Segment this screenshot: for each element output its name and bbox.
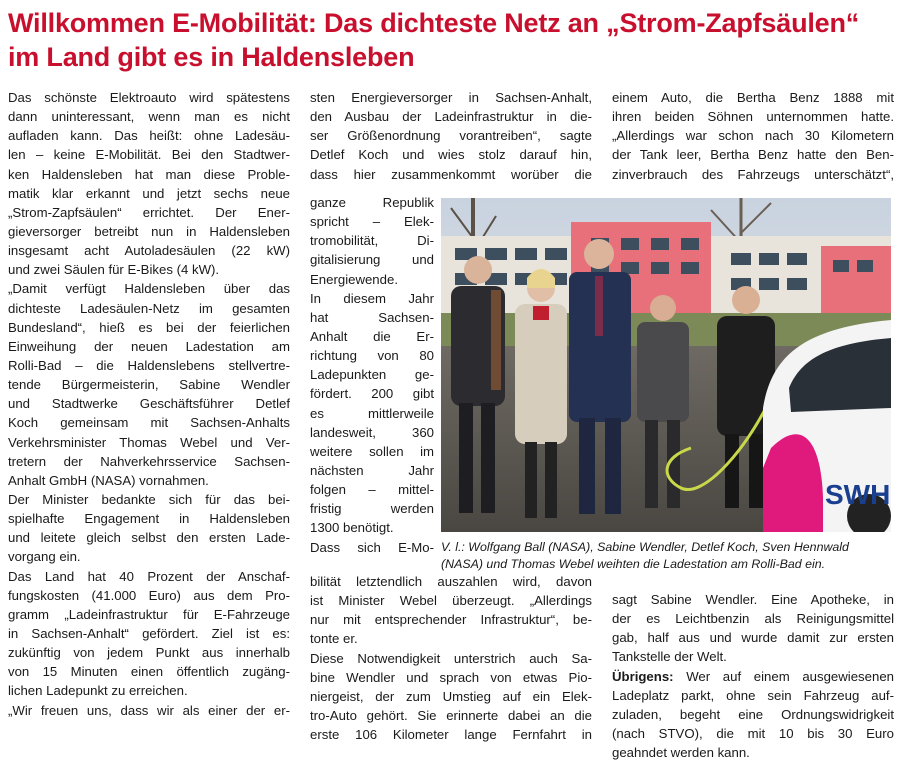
text-line: ihren beiden Söhnen unternommen hatte. bbox=[612, 109, 894, 125]
text-line: Diese Notwendigkeit unterstrich auch Sa- bbox=[310, 650, 592, 666]
text-line: zuladen, begeht eine Ordnungswidrigkeit bbox=[612, 706, 894, 722]
text-line: Anhalt GmbH (NASA) vornahmen. bbox=[8, 472, 209, 488]
headline-line-1: Willkommen E-Mobilität: Das dichteste Netz an „Strom-Zapfsäulen“ bbox=[8, 8, 860, 38]
text-line: tretern der Nahverkehrsservice Sachsen- bbox=[8, 453, 290, 469]
text-line bbox=[612, 667, 894, 686]
text-line: „Strom-Zapfsäulen“ errichtet. Der Ener- bbox=[8, 204, 290, 220]
caption-line-2: (NASA) und Thomas Webel weihten die Ladestation am Rolli-Bad ein. bbox=[441, 557, 826, 571]
text-line: Ladeplatz parkt, ohne sein Fahrzeug auf- bbox=[612, 687, 894, 703]
text-line: Koch gemeinsam mit Sachsen-Anhalts bbox=[8, 415, 290, 431]
text-line: 1300 benötigt. bbox=[310, 520, 394, 536]
text-line: Detlef Koch und wies stolz darauf hin, bbox=[310, 147, 592, 163]
uebrigens-rest: Wer auf einem ausgewiesenen bbox=[673, 668, 894, 684]
text-line: fristig werden bbox=[310, 501, 434, 517]
text-line: Anhalt die Er- bbox=[310, 328, 434, 344]
text-line: gramm „Ladeinfrastruktur für E-Fahrzeuge bbox=[8, 606, 290, 622]
text-line: fungskosten (41.000 Euro) aus dem Pro- bbox=[8, 587, 290, 603]
text-line: von 15 Minuten einen öffentlich zugäng- bbox=[8, 664, 290, 680]
text-line: Tankstelle der Welt. bbox=[612, 649, 727, 665]
text-line: geahndet werden kann. bbox=[612, 745, 750, 761]
text-line: Ladepunkten ge- bbox=[310, 367, 434, 383]
text-line: einem Auto, die Bertha Benz 1888 mit bbox=[612, 90, 894, 105]
text-line: in Sachsen-Anhalt“ gefördert. Ziel ist es: bbox=[8, 625, 290, 641]
text-line: und leitete gleich selbst den ersten Lade- bbox=[8, 530, 290, 546]
text-line: und zwei Säulen für E-Bikes (4 kW). bbox=[8, 262, 220, 278]
text-line: spielhafte Engagement in Haldensleben bbox=[8, 511, 290, 527]
text-line: ganze Republik bbox=[310, 195, 434, 210]
column-3-top bbox=[612, 88, 894, 184]
text-line: Der Minister bedankte sich für das bei- bbox=[8, 491, 290, 507]
text-line: lichen Ladepunkt zu erreichen. bbox=[8, 683, 188, 699]
text-line: zukünftig von jedem Punkt aus innerhalb bbox=[8, 645, 290, 661]
article-photo bbox=[441, 198, 891, 532]
text-line: (nach STVO), die mit 10 bis 30 Euro bbox=[612, 725, 894, 741]
text-line: zinverbrauch des Fahrzeugs unterschätzt“, bbox=[612, 166, 894, 182]
text-line: nur mit entsprechender Infrastruktur“, be- bbox=[310, 612, 592, 628]
column-2-top bbox=[310, 88, 592, 184]
text-line: tromobilität, Di- bbox=[310, 233, 434, 249]
text-line: gieversorger betreibt nun in Haldensleben bbox=[8, 223, 290, 239]
text-line: ken Haldensleben hat man diese Proble- bbox=[8, 166, 290, 182]
headline-line-2: im Land gibt es in Haldensleben bbox=[8, 42, 415, 72]
text-line: dichteste Ladesäulen-Netz im gesamten bbox=[8, 300, 290, 316]
text-line: insgesamt acht Autoladesäulen (22 kW) bbox=[8, 243, 290, 259]
text-line: den Ausbau der Ladeinfrastruktur in die- bbox=[310, 109, 592, 125]
text-line: Verkehrsminister Thomas Webel und Ver- bbox=[8, 434, 290, 450]
caption-line-1: V. l.: Wolfgang Ball (NASA), Sabine Wendler, Detlef Koch, Sven Hennwald bbox=[441, 540, 849, 554]
text-line: der Tank leer, Bertha Benz hatte den Ben- bbox=[612, 147, 894, 163]
text-line: In diesem Jahr bbox=[310, 290, 434, 306]
text-line: Energiewende. bbox=[310, 271, 398, 287]
text-line: nächsten Jahr bbox=[310, 462, 434, 478]
text-line: vorgang ein. bbox=[8, 549, 81, 565]
text-line: gitalisierung und bbox=[310, 252, 434, 268]
text-line: tro-Auto gehört. Sie erinnerte dabei an die bbox=[310, 707, 592, 723]
text-line: bilität letztendlich auszahlen wird, davon bbox=[310, 574, 592, 589]
text-line: Dass sich E-Mo- bbox=[310, 539, 434, 555]
text-line: erste 106 Kilometer lange Fernfahrt in bbox=[310, 727, 592, 743]
text-line: „Allerdings war schon nach 30 Kilometern bbox=[612, 128, 894, 144]
text-line: Rolli-Bad – die Haldenslebens stellvertre- bbox=[8, 357, 290, 373]
text-line: aufladen kann. Das heißt: ohne Ladesäu- bbox=[8, 128, 290, 144]
text-line: folgen – mittel- bbox=[310, 482, 434, 498]
text-line: spricht – Elek- bbox=[310, 214, 434, 230]
article-headline bbox=[8, 6, 892, 74]
column-3-bottom bbox=[612, 590, 894, 762]
text-line: weitere sollen im bbox=[310, 443, 434, 459]
text-line: ist Minister Webel überzeugt. „Allerdings bbox=[310, 593, 592, 609]
car-logo-text: SWH bbox=[825, 479, 891, 510]
text-line: tonte er. bbox=[310, 631, 358, 647]
text-line: hat Sachsen- bbox=[310, 309, 434, 325]
text-line: Bundesland“, hieß es bei der feierlichen bbox=[8, 319, 290, 335]
photo-illustration bbox=[441, 198, 891, 532]
text-line: sten Energieversorger in Sachsen-Anhalt, bbox=[310, 90, 592, 105]
column-2-narrow bbox=[310, 193, 434, 557]
text-line: ser Größenordnung vorantreiben“, sagte bbox=[310, 128, 592, 144]
text-line: der es Leichtbenzin als Reinigungsmittel bbox=[612, 611, 894, 627]
text-line: fördert. 200 gibt bbox=[310, 386, 434, 402]
text-line: niergeist, der zum Umstieg auf ein Elek- bbox=[310, 688, 592, 704]
text-line: richtung von 80 bbox=[310, 348, 434, 364]
text-line: dass hier zusammenkommt worüber die bbox=[310, 166, 592, 182]
photo-caption bbox=[441, 539, 893, 573]
text-line: Einweihung der neuen Ladestation am bbox=[8, 338, 290, 354]
text-line: matik klar erkannt und jetzt sechs neue bbox=[8, 185, 290, 201]
text-line: dann uninteressant, wenn man es nicht bbox=[8, 109, 290, 125]
text-line: tende Bürgermeisterin, Sabine Wendler bbox=[8, 377, 290, 393]
text-line: bine Wendler und sprach von etwas Pio- bbox=[310, 669, 592, 685]
column-1 bbox=[8, 88, 290, 720]
uebrigens-lead: Übrigens: bbox=[612, 668, 674, 684]
text-line: sagt Sabine Wendler. Eine Apotheke, in bbox=[612, 592, 894, 607]
text-line: „Damit verfügt Haldensleben über das bbox=[8, 281, 290, 297]
text-line: landesweit, 360 bbox=[310, 424, 434, 440]
column-2-bottom bbox=[310, 572, 592, 744]
text-line: und Stadtwerke Geschäftsführer Detlef bbox=[8, 396, 290, 412]
text-line: „Wir freuen uns, dass wir als einer der er- bbox=[8, 702, 290, 718]
text-line: gab, half aus und wurde damit zur ersten bbox=[612, 630, 894, 646]
text-line: len – keine E-Mobilität. Bei den Stadtwer- bbox=[8, 147, 290, 163]
text-line: Das schönste Elektroauto wird spätestens bbox=[8, 90, 290, 105]
text-line: es mittlerweile bbox=[310, 405, 434, 421]
text-line: Das Land hat 40 Prozent der Anschaf- bbox=[8, 568, 290, 584]
